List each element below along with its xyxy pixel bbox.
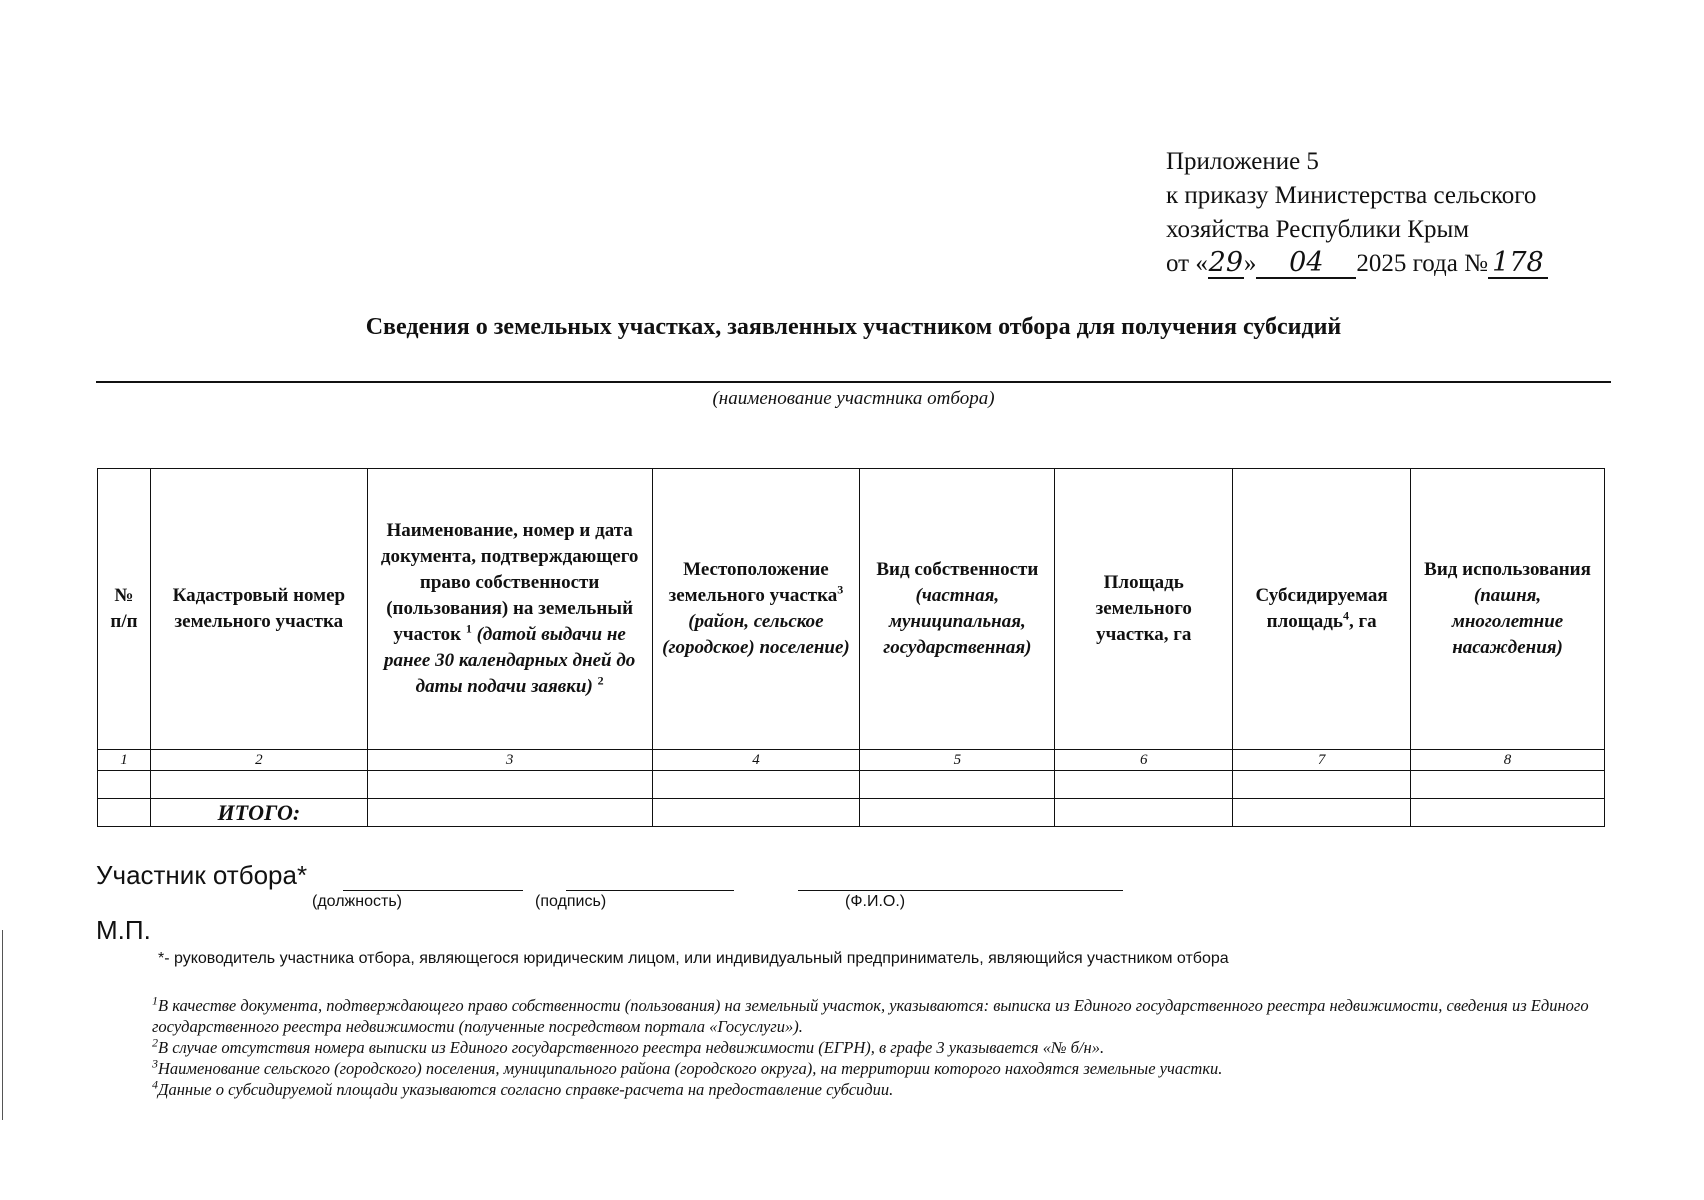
participant-name-line [96, 381, 1611, 383]
column-number-cell: 8 [1411, 750, 1605, 771]
header-usage-type-main: Вид использования [1424, 559, 1591, 580]
header-ownership-type [860, 469, 1055, 750]
table-cell[interactable] [1233, 771, 1411, 799]
table-row [98, 771, 1605, 799]
header-subsidized-area [1233, 469, 1411, 750]
table-cell[interactable] [860, 799, 1055, 827]
header-ownership-type-main: Вид собственности [876, 559, 1039, 580]
footnote-1-marker: 1 [152, 993, 158, 1008]
appendix-ministry-line: хозяйства Республики Крым [1166, 216, 1470, 243]
signature-line[interactable] [566, 890, 734, 891]
footnote-3 [152, 1058, 1612, 1079]
stamp-placeholder: М.П. [96, 915, 151, 945]
footnote-2 [152, 1037, 1612, 1058]
table-cell[interactable] [1233, 799, 1411, 827]
table-cell [98, 799, 151, 827]
header-subsidized-area-unit: , га [1348, 611, 1377, 632]
position-caption: (должность) [312, 893, 402, 910]
header-plot-area: Площадь земельного участка, га [1055, 469, 1233, 750]
header-ownership-type-note: (частная, муниципальная, государственная) [883, 585, 1032, 658]
footnote-1-text: В качестве документа, подтверждающего право собственности (пользования) на земельный участок, указываются: выписка из Единого государственного реестра недвижимости, сведения из Единого государственного реестра недвижимости (полученные посредством портала «Госуслуги»). [152, 996, 1589, 1036]
total-label: ИТОГО: [150, 799, 367, 827]
header-usage-type [1411, 469, 1605, 750]
table-cell[interactable] [860, 771, 1055, 799]
table-cell[interactable] [367, 799, 652, 827]
column-number-cell: 4 [652, 750, 860, 771]
date-year: 2025 года № [1356, 250, 1488, 277]
table-cell[interactable] [652, 799, 860, 827]
footnote-ref-2: 2 [597, 673, 604, 688]
appendix-date-line [1166, 247, 1548, 281]
header-location [652, 469, 860, 750]
table-cell[interactable] [367, 771, 652, 799]
full-name-line[interactable] [798, 890, 1123, 891]
participant-name-caption: (наименование участника отбора) [712, 388, 995, 409]
header-ownership-document [367, 469, 652, 750]
footnote-4-text: Данные о субсидируемой площади указываются согласно справке-расчета на предоставление субсидии. [158, 1080, 894, 1099]
full-name-caption: (Ф.И.О.) [845, 893, 906, 910]
footnote-ref-4: 4 [1342, 608, 1349, 623]
column-number-row [98, 750, 1605, 771]
column-number-cell: 1 [98, 750, 151, 771]
column-number-cell: 2 [150, 750, 367, 771]
table-cell[interactable] [150, 771, 367, 799]
column-number-cell: 7 [1233, 750, 1411, 771]
date-prefix: от « [1166, 250, 1208, 277]
header-location-note: (район, сельское (городское) поселение) [662, 611, 850, 658]
footnotes [152, 995, 1612, 1100]
table-cell[interactable] [1411, 799, 1605, 827]
land-plots-table [97, 468, 1605, 827]
column-number-cell: 3 [367, 750, 652, 771]
asterisk-note: *- руководитель участника отбора, являющегося юридическим лицом, или индивидуальный предприниматель, являющийся участником отбора [158, 950, 1229, 967]
footnote-2-marker: 2 [152, 1035, 158, 1050]
footnote-3-text: Наименование сельского (городского) поселения, муниципального района (городского округа), на территории которого находятся земельные участки. [158, 1059, 1223, 1078]
header-ownership-document-note: (датой выдачи не ранее 30 календарных дней до даты подачи заявки) [383, 624, 636, 697]
footnote-3-marker: 3 [152, 1056, 158, 1071]
appendix-order-line: к приказу Министерства сельского [1166, 182, 1537, 209]
table-cell[interactable] [1055, 771, 1233, 799]
header-cadastral-number: Кадастровый номер земельного участка [150, 469, 367, 750]
table-header-row [98, 469, 1605, 750]
document-title: Сведения о земельных участках, заявленных участником отбора для получения субсидий [365, 314, 1342, 340]
header-ownership-document-main: Наименование, номер и дата документа, подтверждающего право собственности (пользования) на земельный участок [380, 520, 639, 645]
footnote-ref-3: 3 [837, 582, 844, 597]
handwritten-day: 29 [1208, 247, 1244, 278]
table-cell[interactable] [1411, 771, 1605, 799]
signature-caption: (подпись) [535, 893, 607, 910]
scan-edge-line [2, 930, 3, 1120]
handwritten-order-number: 178 [1488, 249, 1548, 279]
position-line[interactable] [343, 890, 523, 891]
table-cell[interactable] [98, 771, 151, 799]
date-separator: » [1243, 250, 1257, 277]
header-usage-type-note: (пашня, многолетние насаждения) [1451, 585, 1564, 658]
footnote-4 [152, 1079, 1612, 1100]
column-number-cell: 6 [1055, 750, 1233, 771]
appendix-header [1166, 145, 1548, 281]
footnote-ref-1: 1 [465, 621, 472, 636]
header-location-main: Местоположение земельного участка [668, 559, 838, 606]
footnote-4-marker: 4 [152, 1077, 158, 1092]
participant-signature-label: Участник отбора* [96, 860, 308, 890]
column-number-cell: 5 [860, 750, 1055, 771]
footnote-2-text: В случае отсутствия номера выписки из Единого государственного реестра недвижимости (ЕГРН), в графе 3 указывается «№ б/н». [158, 1038, 1105, 1057]
header-subsidized-area-main: Субсидируемая площадь [1255, 585, 1388, 632]
appendix-number: Приложение 5 [1166, 148, 1319, 175]
table-cell[interactable] [1055, 799, 1233, 827]
handwritten-month: 04 [1256, 249, 1356, 279]
footnote-1 [152, 995, 1612, 1037]
table-cell[interactable] [652, 771, 860, 799]
total-row [98, 799, 1605, 827]
header-number: № п/п [98, 469, 151, 750]
